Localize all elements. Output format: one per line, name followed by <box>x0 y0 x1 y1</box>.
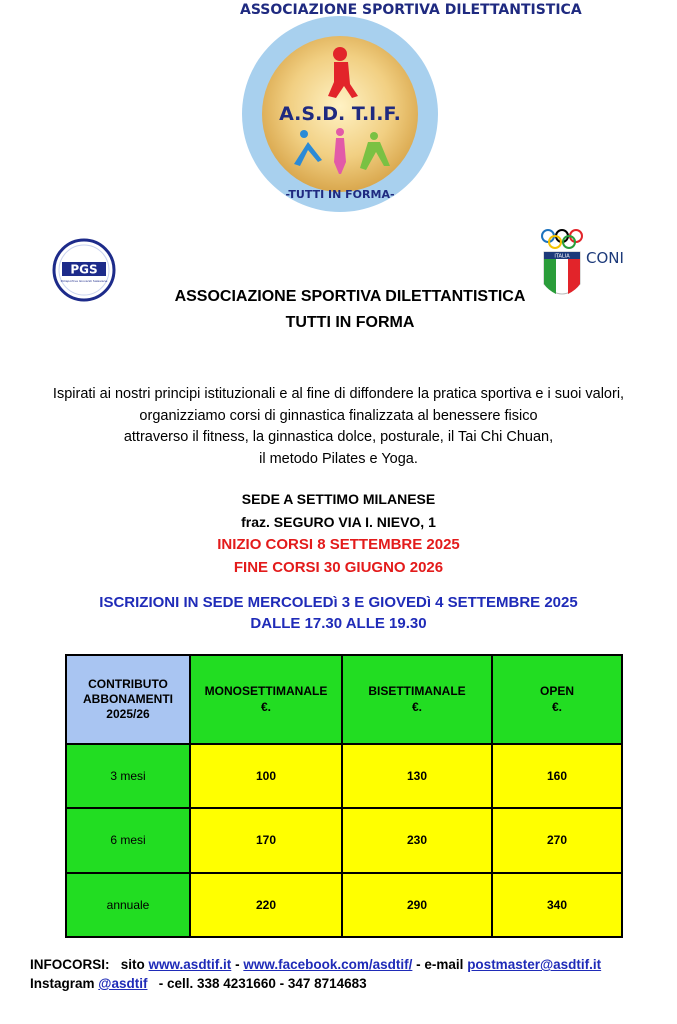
corner-line: CONTRIBUTO <box>88 676 168 691</box>
table-row <box>66 744 622 808</box>
price-cell: 230 <box>342 808 492 872</box>
column-unit: €. <box>411 700 422 715</box>
column-header-monosettimanale <box>190 655 342 744</box>
row-label: annuale <box>66 873 190 937</box>
olympic-rings-icon <box>542 230 582 248</box>
intro-line: Ispirati ai nostri principi istituzionali e al fine di diffondere la pratica sportiva e i suoi valori, <box>52 386 625 402</box>
row-label: 6 mesi <box>66 808 190 872</box>
iscrizioni-line2: DALLE 17.30 ALLE 19.30 <box>250 615 427 632</box>
intro-line: il metodo Pilates e Yoga. <box>259 450 418 467</box>
price-cell: 270 <box>492 808 622 872</box>
price-cell: 220 <box>190 873 342 937</box>
price-cell: 100 <box>190 744 342 808</box>
iscrizioni-line1: ISCRIZIONI IN SEDE MERCOLEDì 3 E GIOVEDì 4 SETTEMBRE 2025 <box>99 594 578 611</box>
price-cell: 340 <box>492 873 622 937</box>
pgs-logo-caption: Polisportive Giovanili Salesiane <box>60 279 108 283</box>
email-label: - e-mail <box>416 957 464 972</box>
logo-bottom-text: -TUTTI IN FORMA- <box>285 188 395 201</box>
price-cell: 290 <box>342 873 492 937</box>
email-link[interactable]: postmaster@asdtif.it <box>467 957 602 972</box>
instagram-link[interactable]: @asdtif <box>98 976 148 991</box>
facebook-link[interactable]: www.facebook.com/asdtif/ <box>243 957 413 972</box>
infocorsi-label: INFOCORSI: <box>30 957 110 972</box>
column-name: BISETTIMANALE <box>368 684 466 699</box>
table-row <box>66 873 622 937</box>
column-unit: €. <box>260 700 271 715</box>
header-line1: ASSOCIAZIONE SPORTIVA DILETTANTISTICA <box>174 288 526 305</box>
column-name: OPEN <box>539 684 574 699</box>
intro-line: attraverso il fitness, la ginnastica dolce, posturale, il Tai Chi Chuan, <box>123 429 554 445</box>
header-line2: TUTTI IN FORMA <box>285 314 415 331</box>
site-link[interactable]: www.asdtif.it <box>148 957 232 972</box>
column-header-open <box>492 655 622 744</box>
column-unit: €. <box>551 700 562 715</box>
instagram-label: Instagram <box>30 976 95 991</box>
sede-line2: fraz. SEGURO VIA I. NIEVO, 1 <box>241 514 436 530</box>
table-header-row <box>66 655 622 744</box>
price-cell: 160 <box>492 744 622 808</box>
price-table <box>65 654 623 938</box>
table-row <box>66 808 622 872</box>
logo-ring-text: ASSOCIAZIONE SPORTIVA DILETTANTISTICA <box>240 2 582 18</box>
column-header-bisettimanale <box>342 655 492 744</box>
asd-tif-logo <box>240 2 582 214</box>
corner-line: 2025/26 <box>106 706 150 721</box>
row-label: 3 mesi <box>66 744 190 808</box>
sito-label: sito <box>120 957 145 972</box>
intro-line: organizziamo corsi di ginnastica finalizzata al benessere fisico <box>139 407 538 424</box>
sede-line1: SEDE A SETTIMO MILANESE <box>241 491 436 507</box>
separator: - <box>235 957 240 972</box>
inizio-corsi: INIZIO CORSI 8 SETTEMBRE 2025 <box>217 536 460 553</box>
column-name: MONOSETTIMANALE <box>204 684 328 699</box>
footer-line1 <box>30 957 670 972</box>
fine-corsi: FINE CORSI 30 GIUGNO 2026 <box>233 559 444 576</box>
price-cell: 170 <box>190 808 342 872</box>
cell-phones: - cell. 338 4231660 - 347 8714683 <box>158 976 367 991</box>
coni-brand-text: CONI <box>586 249 624 267</box>
intro-text <box>20 384 657 470</box>
coni-flag-text: ITALIA <box>554 253 570 260</box>
price-cell: 130 <box>342 744 492 808</box>
logo-center-text: A.S.D. T.I.F. <box>279 103 401 125</box>
corner-line: ABBONAMENTI <box>83 691 173 706</box>
footer-line2 <box>30 976 670 991</box>
table-corner-cell <box>66 655 190 744</box>
pgs-logo-letters: PGS <box>70 262 98 277</box>
